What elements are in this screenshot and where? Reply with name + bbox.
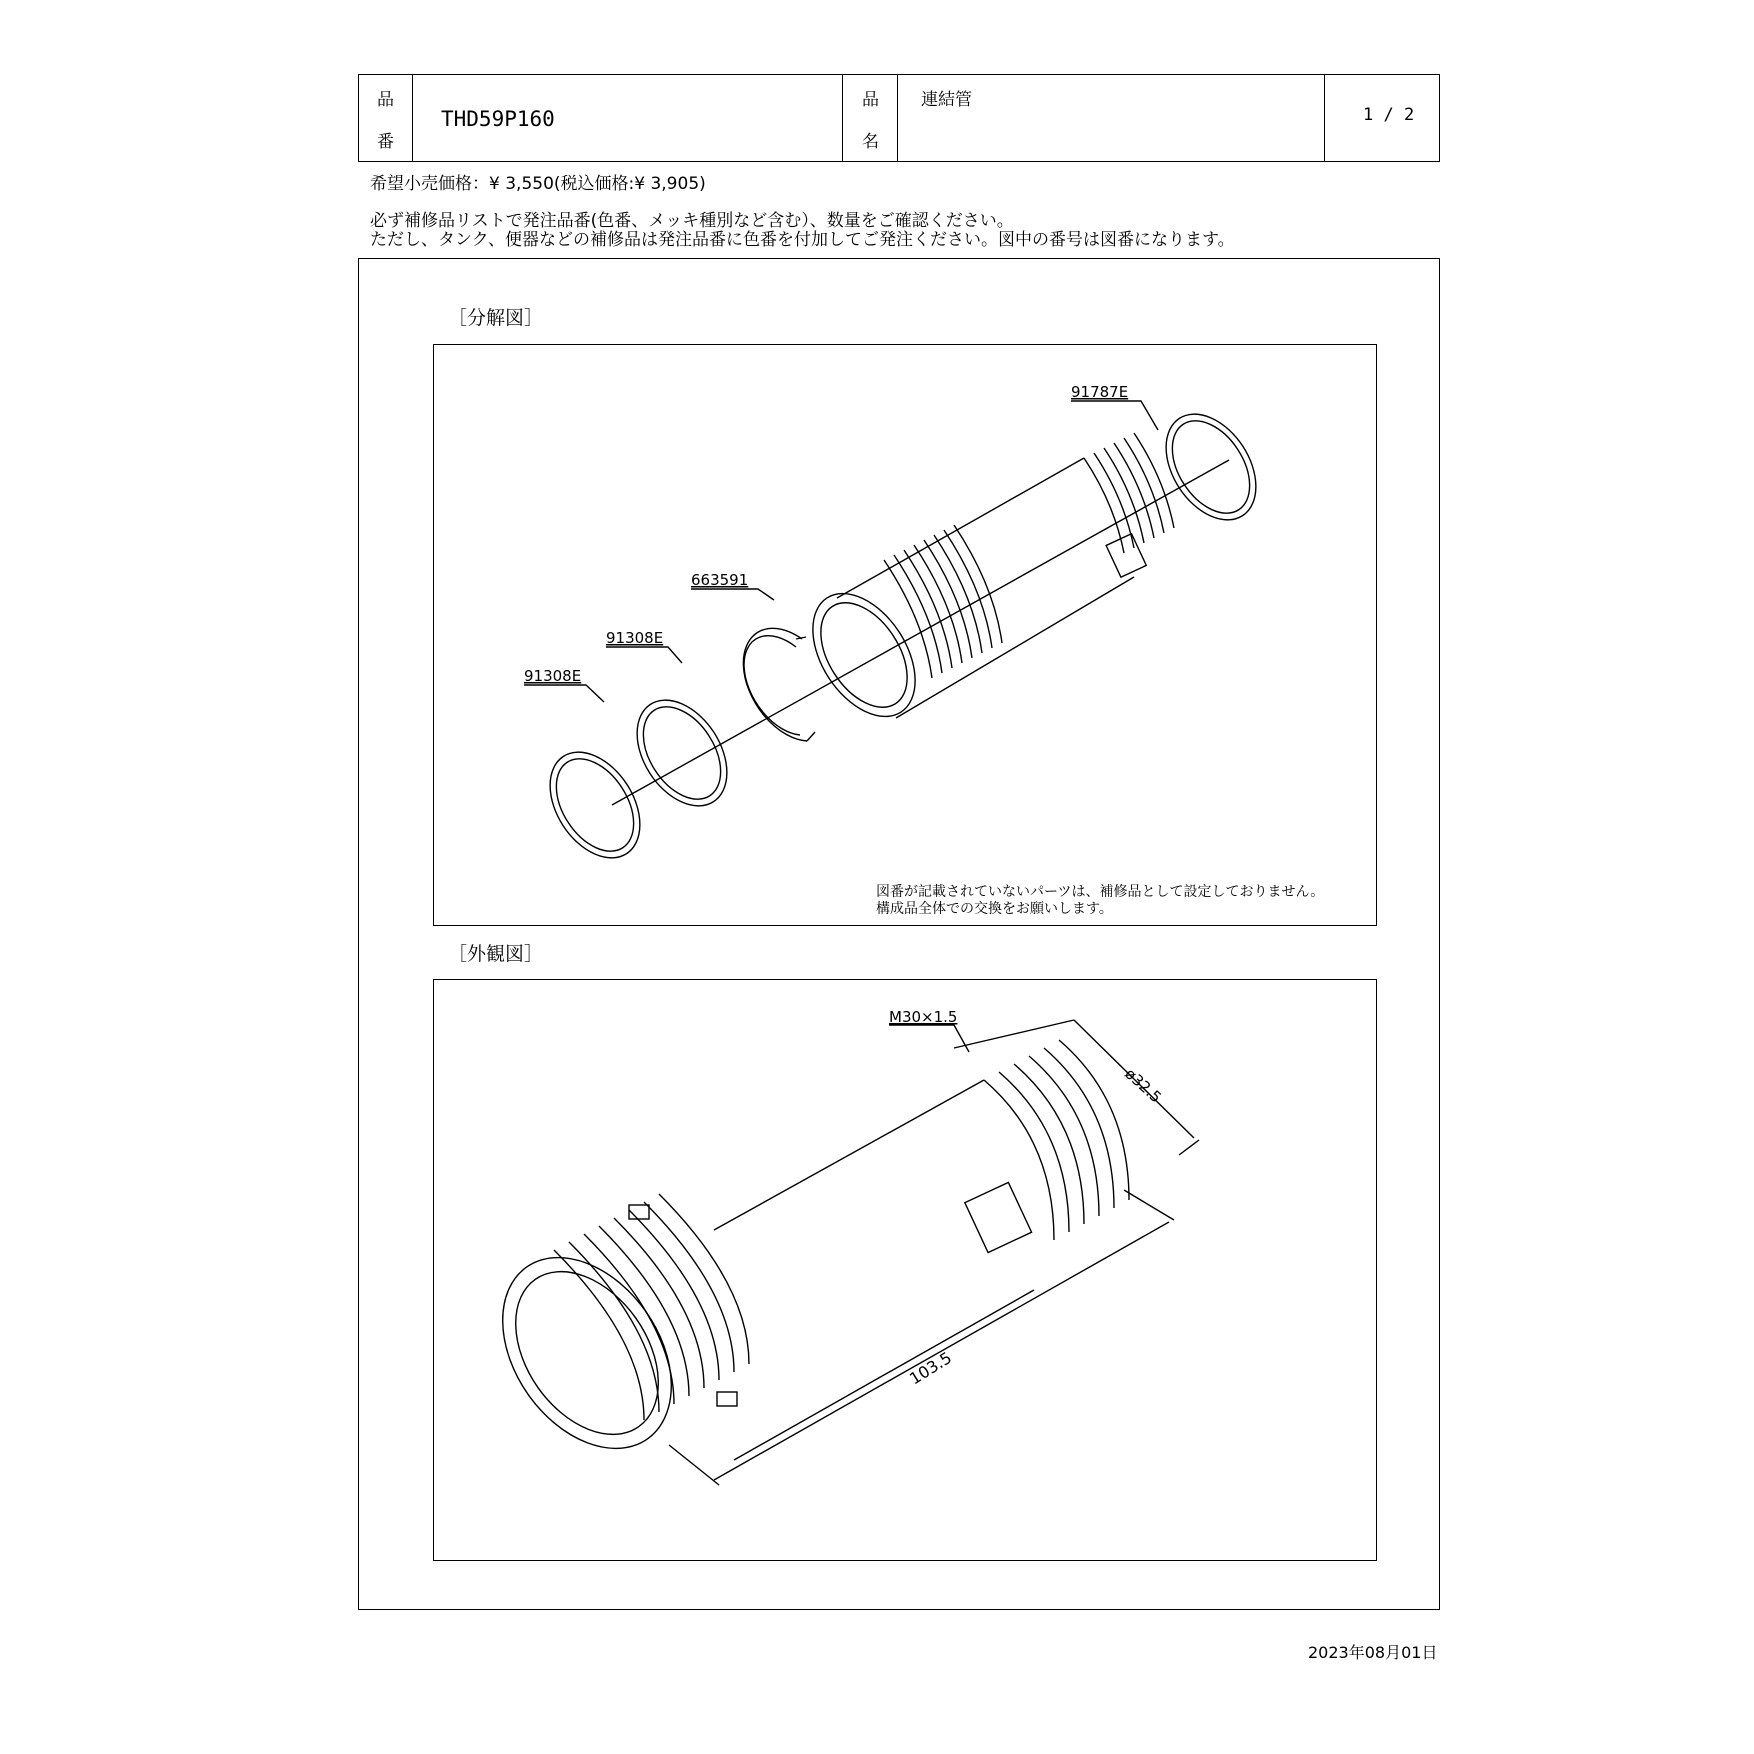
header-divider (1324, 75, 1325, 161)
thread-spec-label: M30×1.5 (889, 1008, 958, 1026)
exploded-note-2: 構成品全体での交換をお願いします。 (876, 901, 1113, 917)
diameter-label: ø32.5 (1121, 1064, 1166, 1107)
exploded-view-title: ［分解図］ (448, 307, 544, 329)
callout-91308E-b: 91308E (524, 667, 582, 685)
price-line: 希望小売価格：¥ 3,550(税込価格:¥ 3,905) (370, 174, 706, 194)
label-hin: 品 (377, 90, 394, 110)
exterior-view-box (433, 979, 1377, 1561)
label-ban: 番 (377, 132, 394, 152)
notice-line-1: 必ず補修品リストで発注品番(色番、メッキ種別など含む）、数量をご確認ください。 (370, 211, 1014, 231)
label-hin-2: 品 (862, 90, 879, 110)
length-label: 103.5 (906, 1348, 955, 1389)
exploded-note-1: 図番が記載されていないパーツは、補修品として設定しておりません。 (876, 884, 1325, 900)
header-divider (412, 75, 413, 161)
callout-663591: 663591 (691, 571, 749, 589)
callout-91787E: 91787E (1071, 383, 1129, 401)
exterior-view-drawing (434, 980, 1378, 1562)
label-mei: 名 (862, 132, 879, 152)
exploded-view-box (433, 344, 1377, 926)
part-name: 連結管 (921, 90, 972, 110)
page-indicator: 1 / 2 (1363, 105, 1415, 125)
header-table (358, 74, 1440, 162)
header-divider (842, 75, 843, 161)
header-divider (897, 75, 898, 161)
exterior-view-title: ［外観図］ (448, 943, 544, 965)
part-number: THD59P160 (441, 107, 555, 131)
issue-date: 2023年08月01日 (1308, 1643, 1438, 1662)
exploded-view-drawing (434, 345, 1378, 927)
notice-line-2: ただし、タンク、便器などの補修品は発注品番に色番を付加してご発注ください。図中の番号は図番になります。 (370, 230, 1235, 250)
callout-91308E-a: 91308E (606, 629, 664, 647)
